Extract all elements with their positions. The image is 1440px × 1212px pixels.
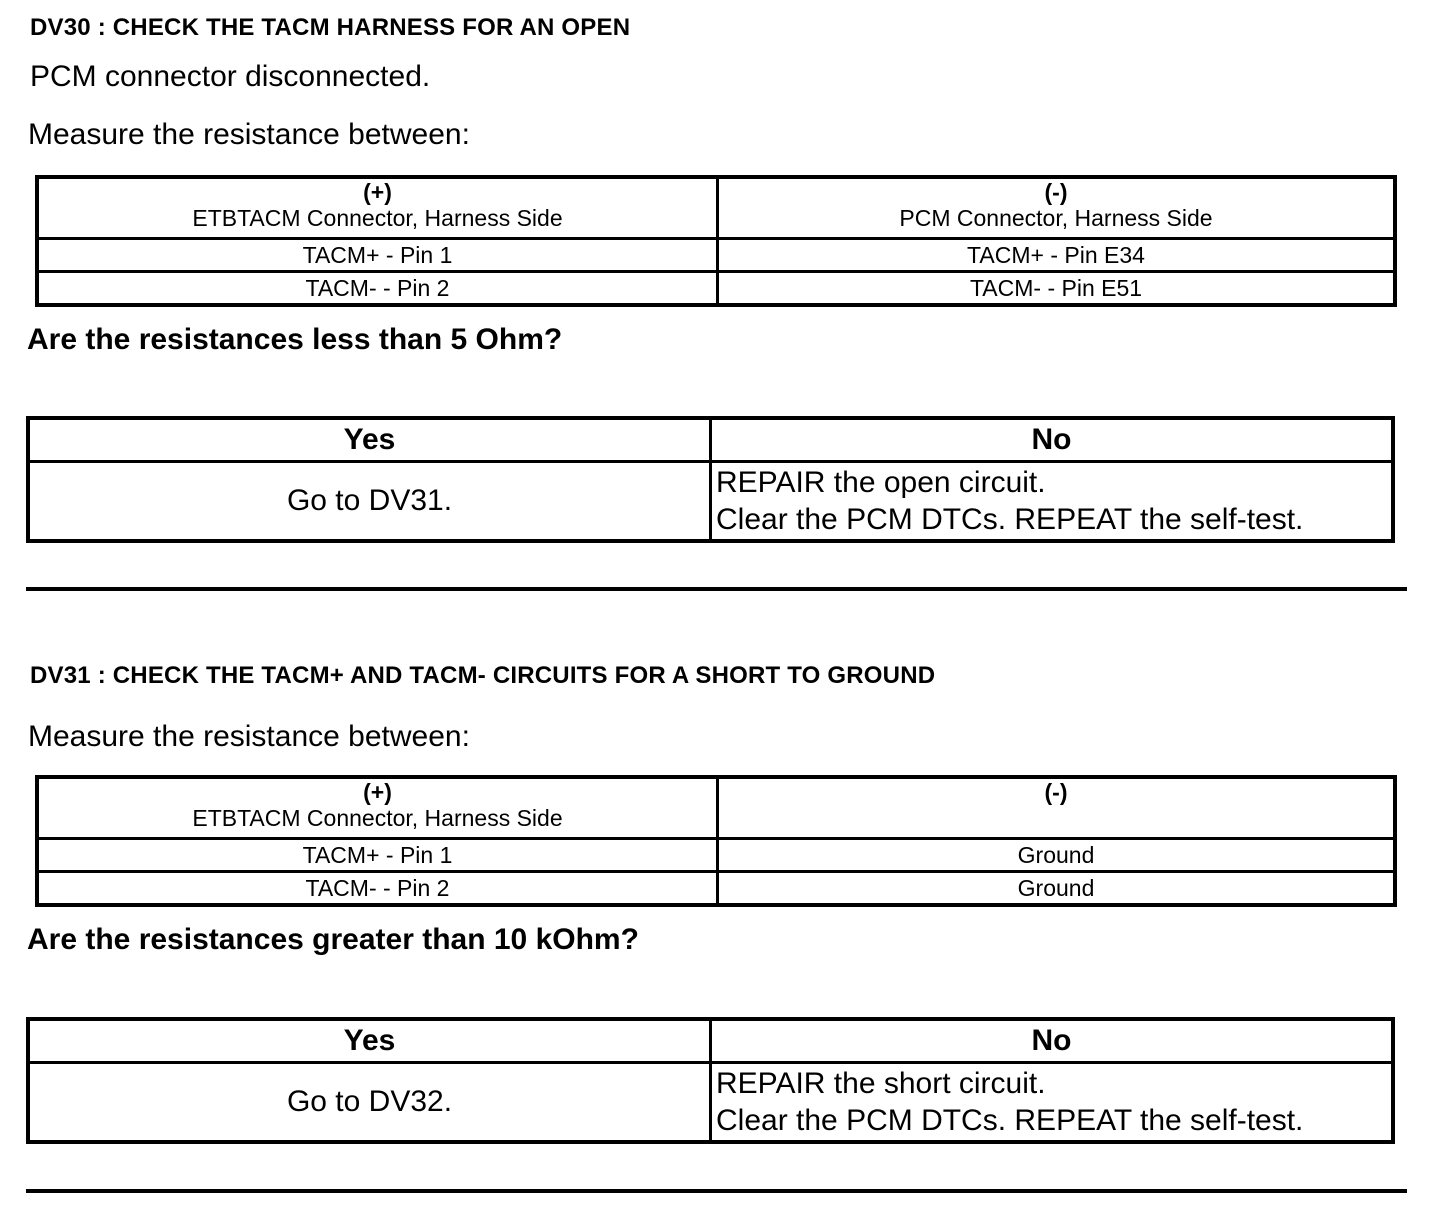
yes-action-link[interactable]: Go to DV31. [286, 484, 453, 517]
decision-body-row [28, 462, 1393, 542]
no-action-line: REPAIR the open circuit. [716, 466, 1046, 499]
plus-connector-label: ETBTACM Connector, Harness Side [192, 805, 563, 831]
no-action-line: REPAIR the short circuit. [716, 1067, 1046, 1100]
table-row [37, 239, 1395, 272]
section-divider [26, 587, 1407, 591]
decision-body-row [28, 1063, 1393, 1143]
table-header-row [37, 177, 1395, 239]
yes-action [28, 462, 711, 542]
no-action [711, 462, 1394, 542]
dv30-measure-table [35, 175, 1397, 307]
yes-action-link[interactable]: Go to DV32. [286, 1085, 453, 1118]
minus-connector-label: PCM Connector, Harness Side [899, 205, 1213, 231]
decision-header-row [28, 1019, 1393, 1063]
minus-symbol: (-) [1044, 179, 1068, 205]
minus-pin-cell: Ground [718, 872, 1396, 906]
plus-symbol: (+) [363, 179, 392, 205]
table-row [37, 839, 1395, 872]
section-divider [26, 1189, 1407, 1193]
no-header: No [711, 418, 1394, 462]
table-row [37, 872, 1395, 906]
dv31-decision-table [26, 1017, 1395, 1144]
minus-symbol: (-) [1044, 779, 1068, 805]
plus-pin-cell: TACM- - Pin 2 [37, 272, 718, 306]
no-header: No [711, 1019, 1394, 1063]
decision-header-row [28, 418, 1393, 462]
minus-pin-cell: TACM+ - Pin E34 [718, 239, 1396, 272]
table-header-row [37, 777, 1395, 839]
dv31-measure-table [35, 775, 1397, 907]
no-action [711, 1063, 1394, 1143]
no-action-line: Clear the PCM DTCs. REPEAT the self-test. [716, 503, 1304, 536]
minus-header-cell [718, 177, 1396, 239]
plus-symbol: (+) [363, 779, 392, 805]
plus-header-cell [37, 777, 718, 839]
plus-header-cell [37, 177, 718, 239]
minus-pin-cell: TACM- - Pin E51 [718, 272, 1396, 306]
minus-header-cell [718, 777, 1396, 839]
plus-pin-cell: TACM+ - Pin 1 [37, 239, 718, 272]
dv30-condition: PCM connector disconnected. [30, 60, 431, 93]
yes-action [28, 1063, 711, 1143]
dv31-instruction: Measure the resistance between: [28, 720, 470, 753]
dv30-question: Are the resistances less than 5 Ohm? [27, 323, 563, 356]
dv30-title: DV30 : CHECK THE TACM HARNESS FOR AN OPEN [30, 14, 631, 41]
dv30-decision-table [26, 416, 1395, 543]
minus-pin-cell: Ground [718, 839, 1396, 872]
dv30-instruction: Measure the resistance between: [28, 118, 470, 151]
yes-header: Yes [28, 1019, 711, 1063]
plus-connector-label: ETBTACM Connector, Harness Side [192, 205, 563, 231]
plus-pin-cell: TACM+ - Pin 1 [37, 839, 718, 872]
no-action-line: Clear the PCM DTCs. REPEAT the self-test. [716, 1104, 1304, 1137]
yes-header: Yes [28, 418, 711, 462]
table-row [37, 272, 1395, 306]
dv31-question: Are the resistances greater than 10 kOhm? [27, 923, 639, 956]
dv31-title: DV31 : CHECK THE TACM+ AND TACM- CIRCUITS FOR A SHORT TO GROUND [30, 662, 936, 689]
plus-pin-cell: TACM- - Pin 2 [37, 872, 718, 906]
